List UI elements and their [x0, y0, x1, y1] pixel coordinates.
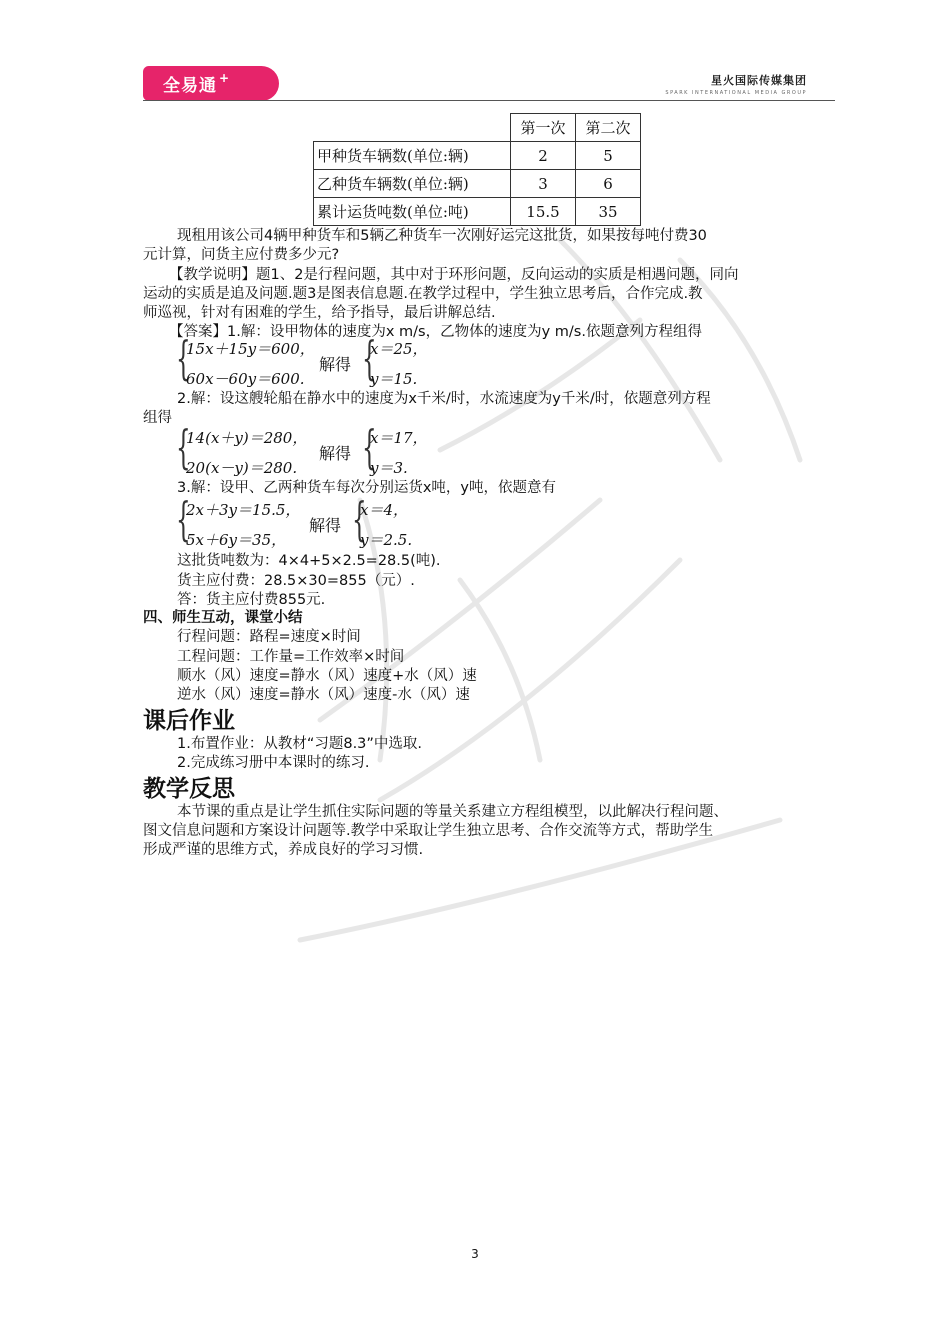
cell-value: 3 [511, 170, 576, 198]
table-row [314, 142, 641, 170]
solution: x＝25， [370, 340, 428, 358]
goods-table [313, 113, 641, 226]
table-corner [314, 114, 511, 142]
equation: 15x＋15y＝600， [186, 340, 315, 358]
cell-value: 35 [576, 198, 641, 226]
solution: y＝3. [370, 459, 408, 477]
summary-item: 逆水（风）速度=静水（风）速度-水（风）速 [177, 687, 470, 703]
answer-line: 组得 [143, 410, 172, 426]
header-divider [143, 100, 835, 101]
final-answer: 答：货主应付费855元. [177, 592, 326, 608]
problem-line: 元计算，问货主应付费多少元? [143, 247, 340, 263]
row-label: 累计运货吨数(单位:吨) [314, 198, 511, 226]
homework-item: 1.布置作业：从教材“习题8.3”中选取. [177, 736, 423, 752]
company-name: 星火国际传媒集团 [711, 74, 807, 87]
answer-line: 2.解：设这艘轮船在静水中的速度为x千米/时，水流速度为y千米/时，依题意列方程 [177, 391, 711, 407]
col-header-second: 第二次 [576, 114, 641, 142]
solve-label: 解得 [309, 516, 342, 535]
equation: 5x＋6y＝35， [186, 531, 287, 549]
homework-heading: 课后作业 [143, 708, 235, 734]
reflection-line: 本节课的重点是让学生抓住实际问题的等量关系建立方程组模型，以此解决行程问题、 [177, 804, 728, 820]
summary-item: 工程问题：工作量=工作效率×时间 [177, 649, 405, 665]
problem-line: 现租用该公司4辆甲种货车和5辆乙种货车一次刚好运完这批货，如果按每吨付费30 [177, 228, 707, 244]
logo-star-icon: + [219, 70, 231, 85]
explain-line: 师巡视，针对有困难的学生，给予指导，最后讲解总结. [143, 305, 496, 321]
cell-value: 5 [576, 142, 641, 170]
calc-line: 这批货吨数为：4×4+5×2.5=28.5(吨). [177, 553, 441, 569]
equation-system-2 [176, 420, 436, 477]
equation: 2x＋3y＝15.5， [186, 501, 301, 519]
brace-icon: { [362, 420, 377, 474]
equation: 14(x＋y)＝280， [186, 429, 308, 447]
solve-label: 解得 [319, 355, 352, 374]
homework-item: 2.完成练习册中本课时的练习. [177, 755, 370, 771]
summary-item: 顺水（风）速度=静水（风）速度+水（风）速 [177, 668, 477, 684]
table-header-row [314, 114, 641, 142]
table-row [314, 198, 641, 226]
cell-value: 15.5 [511, 198, 576, 226]
table-row [314, 170, 641, 198]
reflection-heading: 教学反思 [143, 776, 235, 802]
solution: y＝15. [370, 370, 418, 388]
page-number: 3 [471, 1247, 479, 1261]
brace-icon: { [362, 331, 377, 385]
cell-value: 6 [576, 170, 641, 198]
solve-label: 解得 [319, 444, 352, 463]
calc-line: 货主应付费：28.5×30=855（元）. [177, 573, 415, 589]
brace-icon: { [176, 420, 191, 474]
company-subtitle: SPARK INTERNATIONAL MEDIA GROUP [665, 90, 807, 96]
solution: y＝2.5. [360, 531, 413, 549]
row-label: 甲种货车辆数(单位:辆) [314, 142, 511, 170]
summary-item: 行程问题：路程=速度×时间 [177, 629, 361, 645]
equation-system-1 [176, 331, 436, 388]
brand-logo [143, 66, 279, 101]
logo-text: 全易通 [163, 76, 217, 96]
col-header-first: 第一次 [511, 114, 576, 142]
explain-line: 运动的实质是追及问题.题3是图表信息题.在教学过程中，学生独立思考后，合作完成.教 [143, 286, 703, 302]
answer-line: 3.解：设甲、乙两种货车每次分别运货x吨，y吨，依题意有 [177, 480, 556, 496]
company-block [665, 72, 807, 96]
brace-icon: { [352, 492, 367, 546]
row-label: 乙种货车辆数(单位:辆) [314, 170, 511, 198]
solution: x＝17， [370, 429, 428, 447]
reflection-line: 形成严谨的思维方式，养成良好的学习习惯. [143, 842, 424, 858]
answer-line: 【答案】1.解：设甲物体的速度为x m/s，乙物体的速度为y m/s.依题意列方程组得 [169, 324, 702, 340]
summary-heading: 四、师生互动，课堂小结 [143, 610, 303, 626]
solution: x＝4， [360, 501, 409, 519]
equation-system-3 [176, 492, 436, 549]
equation: 20(x－y)＝280. [186, 459, 298, 477]
cell-value: 2 [511, 142, 576, 170]
brace-icon: { [176, 331, 191, 385]
brace-icon: { [176, 492, 191, 546]
equation: 60x－60y＝600. [186, 370, 305, 388]
explain-line: 【教学说明】题1、2是行程问题，其中对于环形问题，反向运动的实质是相遇问题，同向 [169, 267, 739, 283]
reflection-line: 图文信息问题和方案设计问题等.教学中采取让学生独立思考、合作交流等方式，帮助学生 [143, 823, 714, 839]
